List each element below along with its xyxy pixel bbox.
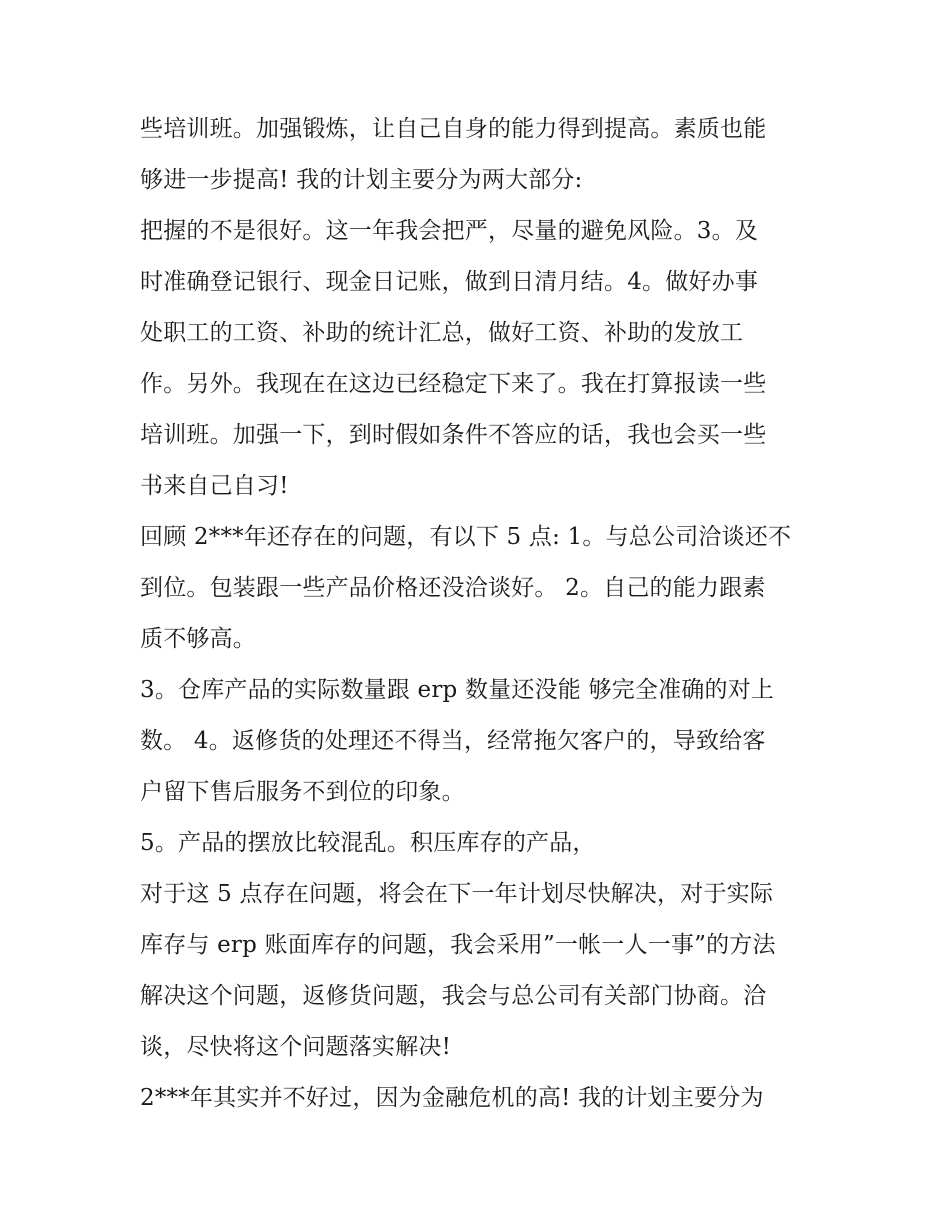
text-line: 作。另外。我现在在这边已经稳定下来了。我在打算报读一些 (140, 371, 767, 397)
text-line: 解决这个问题，返修货问题，我会与总公司有关部门协商。洽 (140, 983, 767, 1009)
text-line: 对于这 5 点存在问题，将会在下一年计划尽快解决，对于实际 (140, 881, 774, 907)
text-line: 时准确登记银行、现金日记账，做到日清月结。4。做好办事 (140, 269, 759, 295)
text-line: 库存与 erp 账面库存的问题，我会采用”一帐一人一事”的方法 (140, 932, 776, 958)
text-line: 3。仓库产品的实际数量跟 erp 数量还没能 够完全准确的对上 (140, 677, 775, 703)
text-line: 2***年其实并不好过，因为金融危机的高! 我的计划主要分为 (140, 1085, 764, 1111)
text-line: 够进一步提高! 我的计划主要分为两大部分: (140, 167, 583, 193)
text-line: 处职工的工资、补助的统计汇总，做好工资、补助的发放工 (140, 320, 744, 346)
paragraph-problems-3-4 (140, 665, 820, 818)
text-line: 数。 4。返修货的处理还不得当，经常拖欠客户的，导致给客 (140, 728, 766, 754)
paragraph-review-problems (140, 512, 820, 665)
text-line: 些培训班。加强锻炼，让自己自身的能力得到提高。素质也能 (140, 116, 767, 142)
text-line: 把握的不是很好。这一年我会把严，尽量的避免风险。3。及 (140, 218, 759, 244)
text-line: 5。产品的摆放比较混乱。积压库存的产品， (140, 830, 596, 856)
text-line: 到位。包装跟一些产品价格还没洽谈好。 2。自己的能力跟素 (140, 575, 766, 601)
paragraph-year-outlook (140, 1073, 820, 1124)
text-line: 培训班。加强一下，到时假如条件不答应的话，我也会买一些 (140, 422, 767, 448)
text-line: 谈，尽快将这个问题落实解决! (140, 1034, 452, 1060)
text-line: 质不够高。 (140, 626, 256, 652)
text-line: 书来自己自习! (140, 473, 289, 499)
paragraph-training-plan (140, 104, 820, 206)
text-line: 户留下售后服务不到位的印象。 (140, 779, 465, 805)
paragraph-work-tasks (140, 206, 820, 512)
document-body (140, 104, 820, 1124)
paragraph-problem-5 (140, 818, 820, 869)
paragraph-solutions (140, 869, 820, 1073)
text-line: 回顾 2***年还存在的问题，有以下 5 点: 1。与总公司洽谈还不 (140, 524, 792, 550)
